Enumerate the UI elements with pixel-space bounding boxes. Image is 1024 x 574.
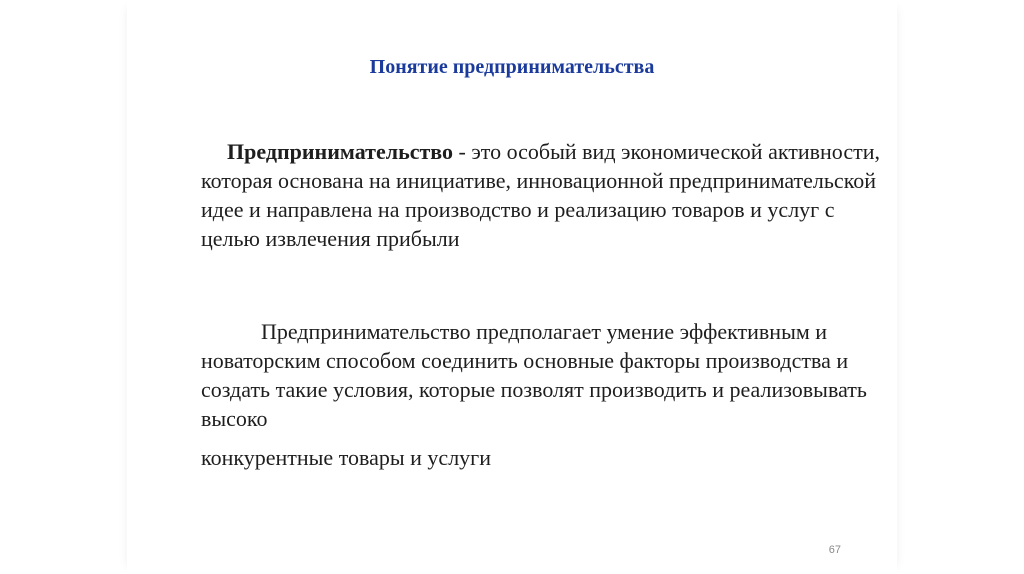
second-paragraph	[201, 317, 881, 472]
slide	[127, 0, 897, 574]
definition-term: Предпринимательство	[227, 139, 454, 164]
second-paragraph-text: Предпринимательство предполагает умение эффективным и новаторским способом соединить основные факторы производства и создать такие условия, которые позволят производить и реализовывать высоко	[201, 319, 867, 431]
definition-text: - это особый вид экономической активности, которая основана на инициативе, инновационной предпринимательской идее и направлена на производство и реализацию товаров и услуг с целью извлечения прибыли	[201, 139, 880, 251]
definition-paragraph	[201, 137, 881, 253]
slide-title: Понятие предпринимательства	[369, 56, 655, 78]
page-number: 67	[828, 544, 841, 556]
second-paragraph-last-line: конкурентные товары и услуги	[201, 445, 491, 470]
